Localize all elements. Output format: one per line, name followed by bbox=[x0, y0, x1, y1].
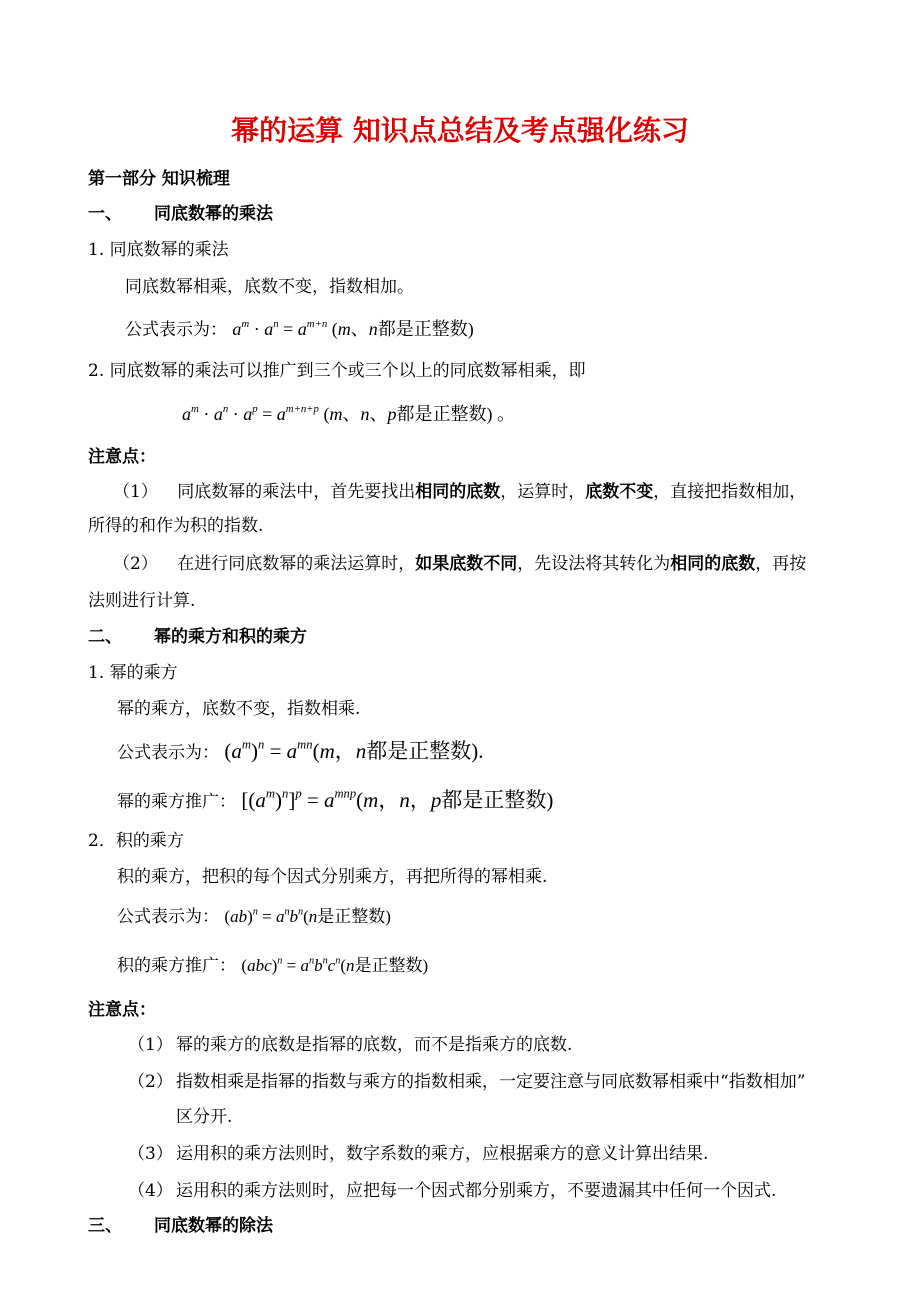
note-number: （2） bbox=[128, 1072, 173, 1092]
rule-text: 幂的乘方，底数不变，指数相乘. bbox=[117, 699, 361, 719]
note-item: （1） 同底数幂的乘法中，首先要找出相同的底数，运算时，底数不变，直接把指数相加， bbox=[113, 482, 807, 502]
formula-condition: 是正整数) bbox=[354, 956, 429, 975]
formula-line bbox=[125, 318, 474, 341]
note-item: 幂的乘方的底数是指幂的底数，而不是指乘方的底数. bbox=[176, 1035, 573, 1055]
section-3-number: 三、 bbox=[88, 1216, 122, 1236]
section-1-number: 一、 bbox=[88, 204, 122, 224]
formula: $(ab)^n = a^nb^n(n$是正整数) bbox=[224, 906, 391, 926]
formula-prefix: 公式表示为： bbox=[125, 320, 227, 340]
subsection-1-2-label: 2. 同底数幂的乘法可以推广到三个或三个以上的同底数幂相乘，即 bbox=[88, 361, 586, 381]
note-item-continuation: 所得的和作为积的指数. bbox=[88, 516, 264, 536]
formula: $a^m \cdot a^n = a^{m+n}$ (m、n都是正整数) bbox=[232, 317, 474, 339]
formula-prefix: 公式表示为： bbox=[117, 743, 219, 763]
formula-line bbox=[117, 738, 483, 766]
formula-prefix: 幂的乘方推广： bbox=[117, 792, 236, 812]
formula-prefix: 公式表示为： bbox=[117, 907, 219, 927]
page-title: 幂的运算 知识点总结及考点强化练习 bbox=[231, 114, 689, 147]
section-2-number: 二、 bbox=[88, 627, 122, 647]
formula-line bbox=[117, 787, 553, 815]
section-2-heading: 幂的乘方和积的乘方 bbox=[154, 627, 307, 647]
rule-text: 积的乘方，把积的每个因式分别乘方，再把所得的幂相乘. bbox=[117, 867, 548, 887]
formula: $[(a^m)^n]^p = a^{mnp}(m$，n，p都是正整数) bbox=[241, 786, 554, 812]
note-item: 运用积的乘方法则时，数字系数的乘方，应根据乘方的意义计算出结果. bbox=[176, 1144, 709, 1164]
note-number: （3） bbox=[128, 1144, 173, 1164]
note-item-continuation: 区分开. bbox=[176, 1107, 233, 1127]
formula-line bbox=[117, 955, 428, 977]
note-number: （1） bbox=[128, 1035, 173, 1055]
note-heading: 注意点： bbox=[88, 447, 156, 467]
note-heading: 注意点： bbox=[88, 1000, 156, 1020]
note-item: 指数相乘是指幂的指数与乘方的指数相乘，一定要注意与同底数幂相乘中“指数相加” bbox=[176, 1072, 806, 1092]
formula-condition: 都是正整数) bbox=[377, 319, 474, 339]
part-heading: 第一部分 知识梳理 bbox=[88, 169, 230, 189]
formula: $(abc)^n = a^nb^nc^n(n$是正整数) bbox=[241, 955, 429, 975]
section-3-heading: 同底数幂的除法 bbox=[154, 1216, 273, 1236]
note-number: （1） bbox=[113, 482, 158, 502]
subsection-1-1-label: 1. 同底数幂的乘法 bbox=[88, 240, 229, 260]
note-item: （2） 在进行同底数幂的乘法运算时，如果底数不同，先设法将其转化为相同的底数，再按 bbox=[113, 554, 807, 574]
formula-condition: 是正整数) bbox=[317, 907, 391, 926]
note-item: 运用积的乘方法则时，应把每一个因式都分别乘方，不要遗漏其中任何一个因式. bbox=[176, 1181, 777, 1201]
formula-line bbox=[117, 906, 391, 928]
formula-condition: 都是正整数) bbox=[441, 788, 554, 812]
note-item-continuation: 法则进行计算. bbox=[88, 591, 196, 611]
formula-line bbox=[182, 403, 515, 426]
formula: $a^m \cdot a^n \cdot a^p = a^{m+n+p}$ (m、n、p都是正整数) 。 bbox=[182, 402, 515, 424]
rule-text: 同底数幂相乘，底数不变，指数相加。 bbox=[125, 277, 414, 297]
subsection-2-1-label: 1. 幂的乘方 bbox=[88, 663, 178, 683]
formula-condition: 都是正整数) 。 bbox=[396, 404, 515, 424]
subsection-2-2-label: 2．积的乘方 bbox=[88, 831, 184, 851]
note-number: （4） bbox=[128, 1181, 173, 1201]
formula: $(a^m)^n = a^{mn}(m$，n都是正整数). bbox=[224, 737, 484, 763]
formula-prefix: 积的乘方推广： bbox=[117, 956, 236, 976]
note-number: （2） bbox=[113, 554, 158, 574]
formula-condition: 都是正整数) bbox=[366, 739, 479, 763]
section-1-heading: 同底数幂的乘法 bbox=[154, 204, 273, 224]
